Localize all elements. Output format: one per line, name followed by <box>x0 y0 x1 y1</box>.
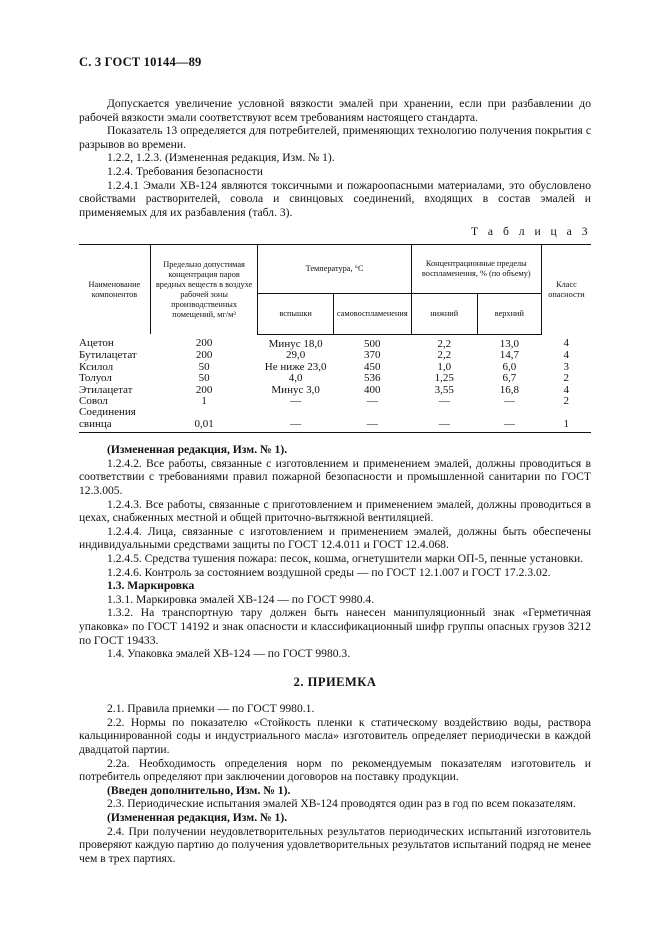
paragraph-1-2-4-1: 1.2.4.1 Эмали ХВ-124 являются токсичными и пожароопасными материалами, это обусловлено свойствами растворителей, совола и свинцовых соединений, входящих в состав эмалей и применяемых для их разбавления (табл. 3). <box>79 178 591 219</box>
paragraph-viscosity: Допускается увеличение условной вязкости эмалей при хранении, если при разбавлении до рабочей вязкости эмали соответствуют всем требованиям настоящего стандарта. <box>79 97 591 124</box>
cell-class: 1 <box>541 407 591 432</box>
cell-self: 400 <box>364 383 381 396</box>
table-row <box>79 334 591 350</box>
cell-flash: Минус 3,0 <box>271 383 320 396</box>
cell-self: 370 <box>364 349 381 362</box>
table-3 <box>79 244 591 433</box>
paragraph-1-3-2: 1.3.2. На транспортную тару должен быть нанесен манипуляционный знак «Герметичная упаковка» по ГОСТ 14192 и знак опасности и классификационный шифр группы опасных грузов 3212 по ГОСТ 19433. <box>79 606 591 647</box>
paragraph-amendment-1-2-2: 1.2.2, 1.2.3. (Измененная редакция, Изм. № 1). <box>107 151 335 165</box>
cell-limit: 0,01 <box>150 407 258 432</box>
cell-class: 4 <box>563 337 569 350</box>
cell-upper: — <box>503 394 515 407</box>
cell-name: Бутилацетат <box>79 349 137 362</box>
page-header: С. 3 ГОСТ 10144—89 <box>79 55 202 69</box>
header-limit: Предельно допустимая концентрация паров вредных веществ в воздухе рабочей зоны производственных помещений, мг/м³ <box>150 244 258 334</box>
paragraph-amendment-2-3: (Измененная редакция, Изм. № 1). <box>107 811 288 825</box>
page-content <box>79 97 591 865</box>
cell-lower: 3,55 <box>434 383 454 396</box>
header-name: Наименование компонентов <box>79 244 150 334</box>
cell-name: Соединения свинца <box>79 407 150 432</box>
cell-self: 450 <box>364 360 381 373</box>
cell-upper: 14,7 <box>499 349 519 362</box>
cell-flash: 4,0 <box>288 372 303 385</box>
header-self-ignition: самовоспламенения <box>333 293 411 334</box>
table-row <box>79 396 591 407</box>
paragraph-2-1: 2.1. Правила приемки — по ГОСТ 9980.1. <box>107 702 315 716</box>
paragraph-1-3-1: 1.3.1. Маркировка эмалей ХВ-124 — по ГОСТ 9980.4. <box>107 592 375 606</box>
paragraph-2-2a: 2.2а. Необходимость определения норм по рекомендуемым показателям изготовитель и потребитель определяют при заключении договоров на поставку продукции. <box>79 756 591 784</box>
cell-class: 3 <box>563 360 569 373</box>
cell-self: 500 <box>364 337 381 350</box>
paragraph-amendment-table: (Измененная редакция, Изм. № 1). <box>107 443 288 457</box>
cell-flash: 29,0 <box>286 349 306 362</box>
table-caption: Т а б л и ц а 3 <box>470 225 591 239</box>
cell-limit: 200 <box>195 349 213 362</box>
cell-name: Этилацетат <box>79 383 133 396</box>
cell-lower: — <box>411 407 477 432</box>
cell-self: — <box>366 394 378 407</box>
cell-class: 2 <box>563 394 569 407</box>
cell-lower: — <box>438 394 450 407</box>
cell-lower: 1,0 <box>437 360 452 373</box>
cell-class: 2 <box>563 372 569 385</box>
cell-limit: 200 <box>195 383 213 396</box>
cell-lower: 2,2 <box>437 349 452 362</box>
header-lower: нижний <box>411 293 477 334</box>
header-upper: верхний <box>477 293 541 334</box>
paragraph-2-4: 2.4. При получении неудовлетворительных результатов периодических испытаний изготовитель проверяют каждую партию до получения удовлетворительных результатов испытаний подряд не менее чем в трех партиях. <box>79 824 591 865</box>
paragraph-marking-heading: 1.3. Маркировка <box>107 579 195 593</box>
header-temperature: Температура, °С <box>258 244 411 293</box>
cell-upper: — <box>477 407 541 432</box>
paragraph-safety-heading: 1.2.4. Требования безопасности <box>107 164 263 178</box>
paragraph-introduced-additionally: (Введен дополнительно, Изм. № 1). <box>107 783 291 797</box>
cell-upper: 13,0 <box>499 337 519 350</box>
paragraph-indicator-13: Показатель 13 определяется для потребителей, применяющих технологию получения покрытия с разрывов во времени. <box>79 124 591 151</box>
paragraph-1-2-4-4: 1.2.4.4. Лица, связанные с изготовлением и применением эмалей, должны быть обеспечены индивидуальными средствами защиты по ГОСТ 12.4.011 и ГОСТ 12.4.068. <box>79 524 591 552</box>
cell-lower: 2,2 <box>437 337 452 350</box>
paragraph-1-4: 1.4. Упаковка эмалей ХВ-124 — по ГОСТ 9980.3. <box>107 647 351 661</box>
cell-class: 4 <box>563 349 569 362</box>
cell-name: Толуол <box>79 372 112 385</box>
cell-name: Ацетон <box>79 337 114 350</box>
cell-limit: 50 <box>198 372 210 385</box>
paragraph-2-2: 2.2. Нормы по показателю «Стойкость пленки к статическому воздействию воды, раствора кальцинированной соды и индустриального масла» изготовитель определяет периодически в каждой двадцатой партии. <box>79 715 591 757</box>
cell-limit: 200 <box>195 337 213 350</box>
cell-name: Совол <box>79 394 108 407</box>
header-flash: вспышки <box>258 293 334 334</box>
table-row <box>79 407 591 432</box>
cell-flash: — <box>290 394 302 407</box>
table-row <box>79 373 591 384</box>
cell-name: Ксилол <box>79 360 114 373</box>
paragraph-1-2-4-6: 1.2.4.6. Контроль за состоянием воздушной среды — по ГОСТ 12.1.007 и ГОСТ 17.2.3.02. <box>107 565 551 579</box>
cell-lower: 1,25 <box>434 372 454 385</box>
cell-upper: 6,7 <box>502 372 517 385</box>
cell-limit: 1 <box>201 394 207 407</box>
header-concentration: Концентрационные пределы воспламенения, % (по объему) <box>411 244 541 293</box>
paragraph-2-3: 2.3. Периодические испытания эмалей ХВ-124 проводятся один раз в год по всем показателям. <box>107 797 576 811</box>
cell-limit: 50 <box>198 360 210 373</box>
cell-upper: 16,8 <box>499 383 519 396</box>
cell-class: 4 <box>563 383 569 396</box>
paragraph-1-2-4-3: 1.2.4.3. Все работы, связанные с приготовлением и применением эмалей, должны проводиться в цехах, снабженных местной и общей приточно-вытяжной вентиляцией. <box>79 497 591 525</box>
cell-upper: 6,0 <box>502 360 517 373</box>
paragraph-1-2-4-2: 1.2.4.2. Все работы, связанные с изготовлением и применением эмалей, должны проводиться в соответствии с требованиями правил пожарной безопасности и промышленной санитарии по ГОСТ 12.3.005. <box>79 456 591 497</box>
cell-flash: Не ниже 23,0 <box>264 360 327 373</box>
section-2-title: 2. ПРИЕМКА <box>293 674 377 689</box>
cell-flash: Минус 18,0 <box>268 337 323 350</box>
cell-flash: — <box>258 407 334 432</box>
cell-self: 536 <box>364 372 381 385</box>
paragraph-1-2-4-5: 1.2.4.5. Средства тушения пожара: песок, кошма, огнетушители марки ОП-5, пенные установки. <box>107 551 584 565</box>
cell-self: — <box>333 407 411 432</box>
header-hazard-class: Класс опасности <box>541 244 591 334</box>
